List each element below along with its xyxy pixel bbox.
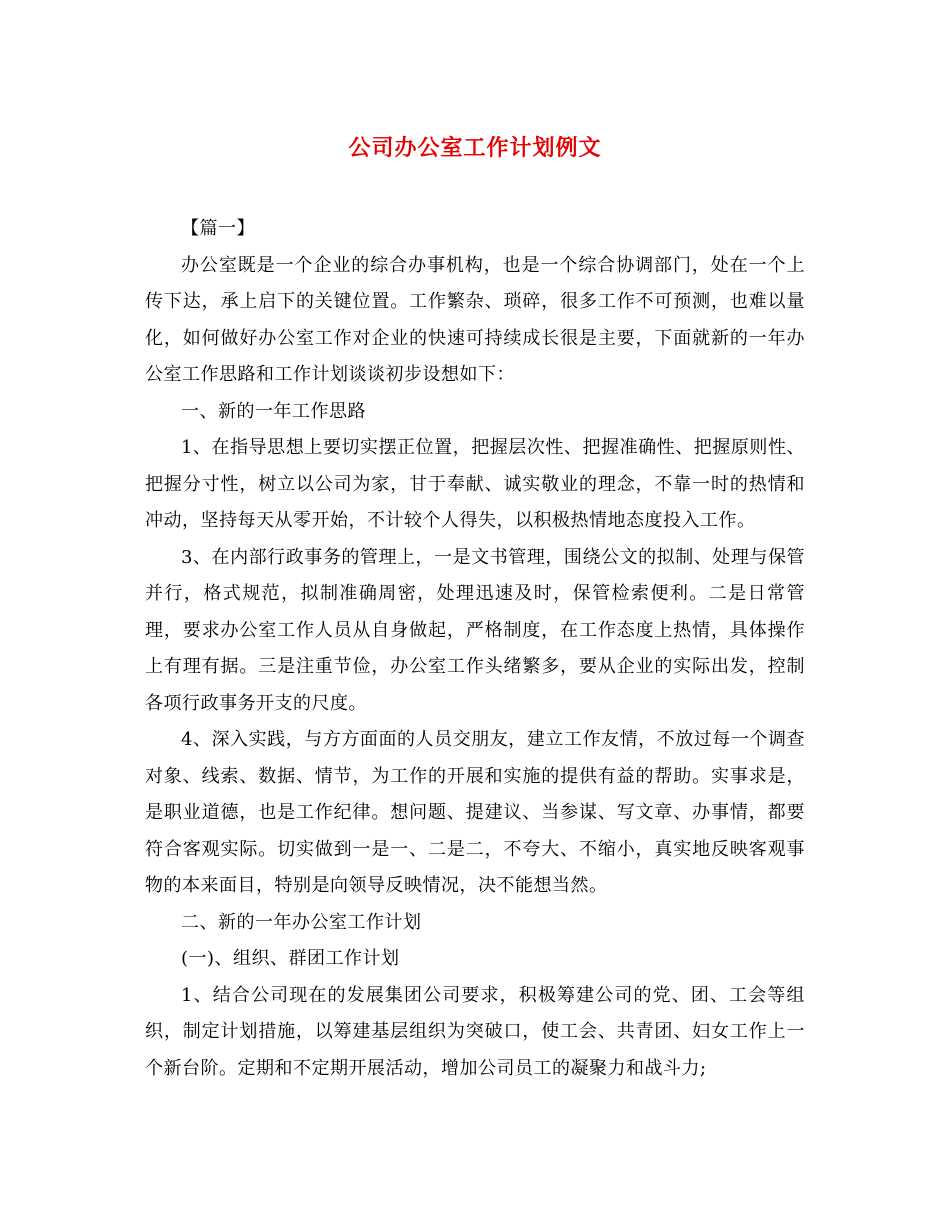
paragraph-plan-item-1: 1、结合公司现在的发展集团公司要求，积极筹建公司的党、团、工会等组织，制定计划措施，以筹建基层组织为突破口，使工会、共青团、妇女工作上一个新台阶。定期和不定期开展活动，增加公司员工的凝聚力和战斗力;: [145, 984, 805, 1079]
document-title: 公司办公室工作计划例文: [348, 135, 602, 161]
subheading-organization-plan: (一)、组织、群团工作计划: [181, 948, 400, 969]
paragraph-item-3: 3、在内部行政事务的管理上，一是文书管理，围绕公文的拟制、处理与保管并行，格式规范，拟制准确周密，处理迅速及时，保管检索便利。二是日常管理，要求办公室工作人员从自身做起，严格制度，在工作态度上热情，具体操作上有理有据。三是注重节俭，办公室工作头绪繁多，要从企业的实际出发，控制各项行政事务开支的尺度。: [145, 546, 805, 714]
heading-work-plan: 二、新的一年办公室工作计划: [181, 911, 422, 933]
paragraph-item-4: 4、深入实践，与方方面面的人员交朋友，建立工作友情，不放过每一个调查对象、线索、数据、情节，为工作的开展和实施的提供有益的帮助。实事求是，是职业道德，也是工作纪律。想问题、提建议、当参谋、写文章、办事情，都要符合客观实际。切实做到一是一、二是二，不夸大、不缩小，真实地反映客观事物的本来面目，特别是向领导反映情况，决不能想当然。: [145, 729, 805, 896]
paragraph-item-1: 1、在指导思想上要切实摆正位置，把握层次性、把握准确性、把握原则性、把握分寸性，树立以公司为家，甘于奉献、诚实敬业的理念，不靠一时的热情和冲动，坚持每天从零开始，不计较个人得失，以积极热情地态度投入工作。: [145, 437, 805, 531]
heading-work-ideas: 一、新的一年工作思路: [181, 400, 366, 422]
paragraph-intro: 办公室既是一个企业的综合办事机构，也是一个综合协调部门，处在一个上传下达，承上启下的关键位置。工作繁杂、琐碎，很多工作不可预测，也难以量化，如何做好办公室工作对企业的快速可持续成长很是主要，下面就新的一年办公室工作思路和工作计划谈谈初步设想如下：: [145, 254, 805, 385]
document-page: [145, 130, 805, 1087]
section-label: 【篇一】: [181, 218, 255, 239]
